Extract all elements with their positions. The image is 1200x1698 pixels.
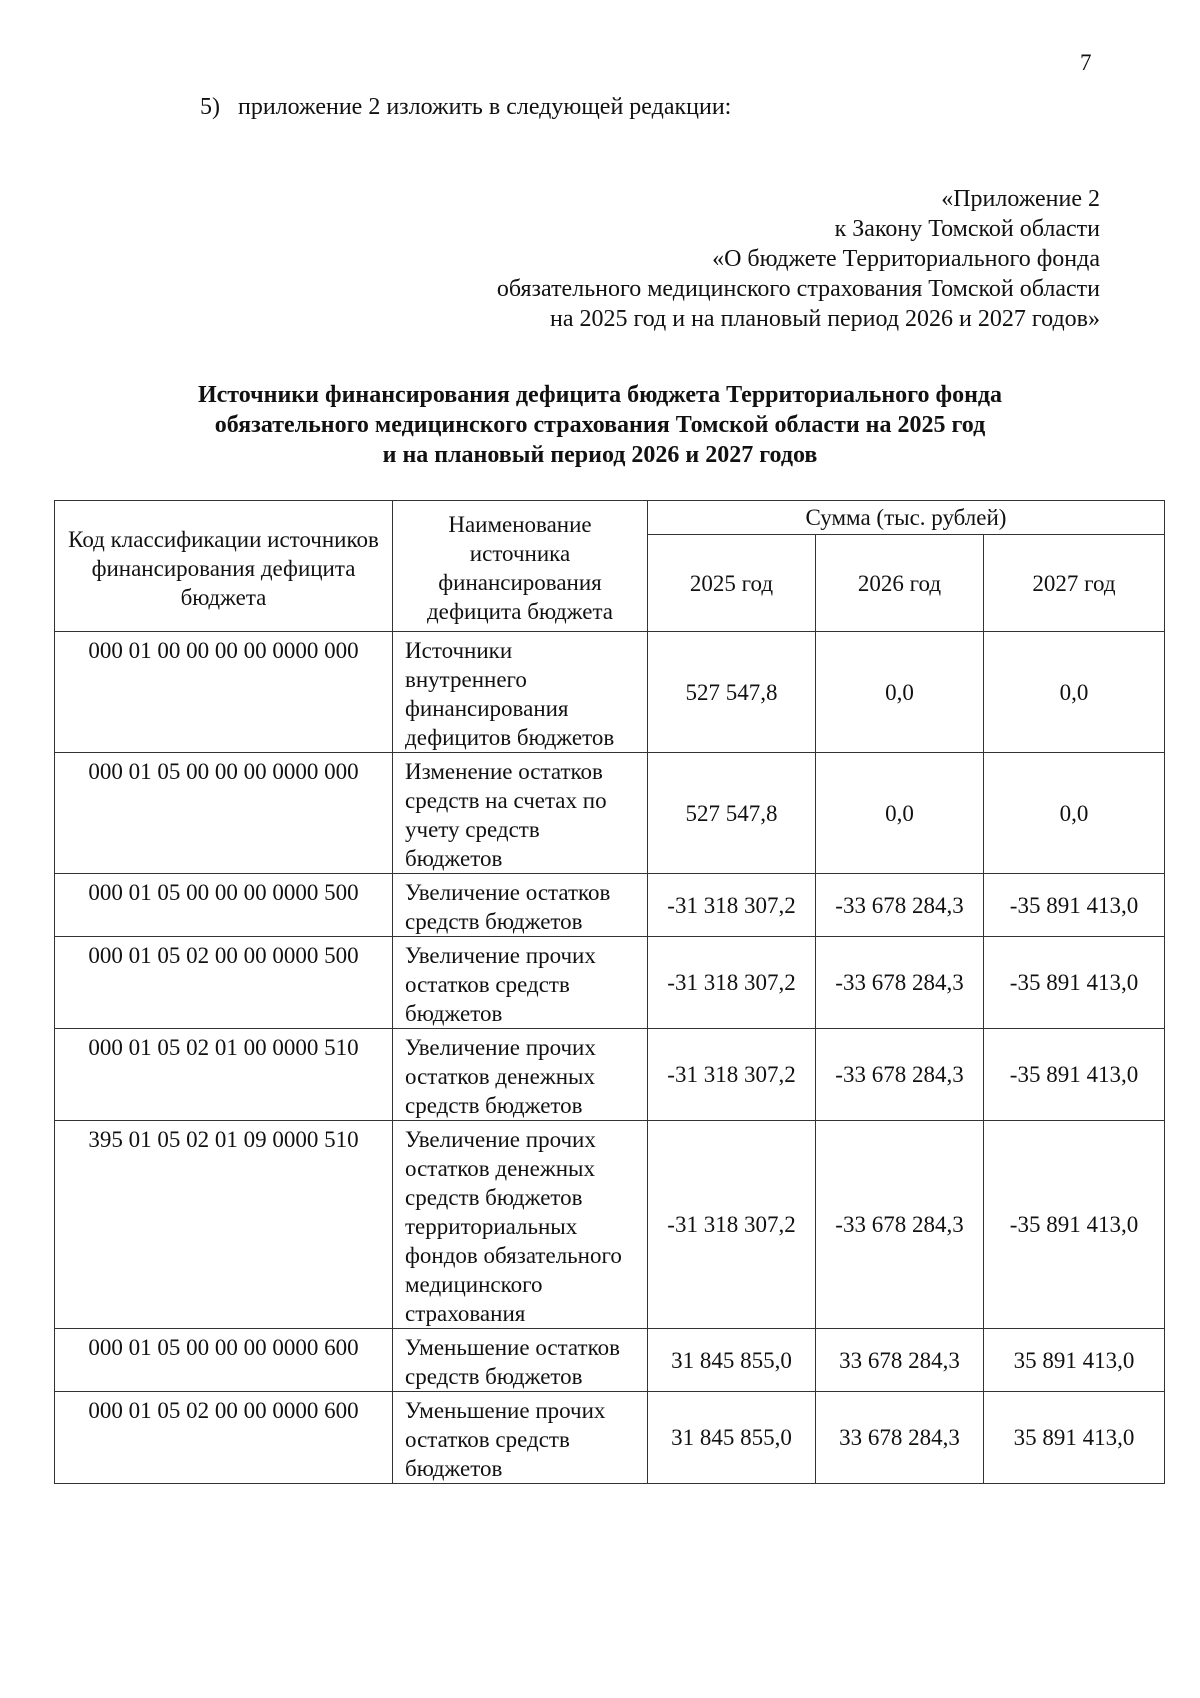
value-2025: 31 845 855,0 bbox=[648, 1392, 816, 1484]
appendix-ref-line: обязательного медицинского страхования Томской области bbox=[496, 276, 1100, 302]
header-name: Наименование источника финансирования дефицита бюджета bbox=[393, 501, 648, 632]
header-year-2025: 2025 год bbox=[648, 535, 816, 632]
code-cell: 000 01 00 00 00 00 0000 000 bbox=[55, 632, 393, 753]
value-2026: 0,0 bbox=[816, 753, 984, 874]
value-2027: 35 891 413,0 bbox=[984, 1329, 1165, 1392]
value-2026: 33 678 284,3 bbox=[816, 1392, 984, 1484]
intro-paragraph: 5) приложение 2 изложить в следующей редакции: bbox=[200, 94, 732, 120]
value-2026: -33 678 284,3 bbox=[816, 1029, 984, 1121]
value-2025: -31 318 307,2 bbox=[648, 1029, 816, 1121]
name-cell: Увеличение прочих остатков денежных средств бюджетов территориальных фондов обязательного медицинского страхования bbox=[393, 1121, 648, 1329]
appendix-reference bbox=[497, 184, 1100, 334]
table-row bbox=[55, 1121, 1165, 1329]
code-cell: 000 01 05 00 00 00 0000 600 bbox=[55, 1329, 393, 1392]
appendix-ref-line: к Закону Томской области bbox=[834, 216, 1100, 242]
value-2027: -35 891 413,0 bbox=[984, 1029, 1165, 1121]
appendix-ref-line: «Приложение 2 bbox=[941, 186, 1100, 212]
table-row bbox=[55, 1029, 1165, 1121]
value-2027: -35 891 413,0 bbox=[984, 874, 1165, 937]
value-2026: -33 678 284,3 bbox=[816, 1121, 984, 1329]
value-2025: 31 845 855,0 bbox=[648, 1329, 816, 1392]
title-line: обязательного медицинского страхования Томской области на 2025 год bbox=[214, 412, 986, 438]
value-2026: -33 678 284,3 bbox=[816, 937, 984, 1029]
name-cell: Увеличение прочих остатков денежных средств бюджетов bbox=[393, 1029, 648, 1121]
code-cell: 000 01 05 00 00 00 0000 500 bbox=[55, 874, 393, 937]
document-title bbox=[60, 380, 1140, 470]
value-2025: 527 547,8 bbox=[648, 632, 816, 753]
value-2027: 0,0 bbox=[984, 753, 1165, 874]
header-year-2027: 2027 год bbox=[984, 535, 1165, 632]
code-cell: 000 01 05 02 00 00 0000 600 bbox=[55, 1392, 393, 1484]
value-2025: -31 318 307,2 bbox=[648, 1121, 816, 1329]
header-year-2026: 2026 год bbox=[816, 535, 984, 632]
code-cell: 000 01 05 00 00 00 0000 000 bbox=[55, 753, 393, 874]
header-code: Код классификации источников финансирования дефицита бюджета bbox=[55, 501, 393, 632]
name-cell: Источники внутреннего финансирования дефицитов бюджетов bbox=[393, 632, 648, 753]
title-line: Источники финансирования дефицита бюджета Территориального фонда bbox=[197, 382, 1003, 408]
name-cell: Увеличение прочих остатков средств бюджетов bbox=[393, 937, 648, 1029]
value-2026: 0,0 bbox=[816, 632, 984, 753]
value-2027: -35 891 413,0 bbox=[984, 1121, 1165, 1329]
value-2027: 0,0 bbox=[984, 632, 1165, 753]
name-cell: Уменьшение остатков средств бюджетов bbox=[393, 1329, 648, 1392]
appendix-ref-line: на 2025 год и на плановый период 2026 и 2027 годов» bbox=[549, 306, 1100, 332]
table-row bbox=[55, 632, 1165, 753]
value-2025: -31 318 307,2 bbox=[648, 937, 816, 1029]
title-line: и на плановый период 2026 и 2027 годов bbox=[382, 442, 818, 468]
value-2027: 35 891 413,0 bbox=[984, 1392, 1165, 1484]
page-number: 7 bbox=[1080, 50, 1092, 75]
value-2025: -31 318 307,2 bbox=[648, 874, 816, 937]
code-cell: 000 01 05 02 01 00 0000 510 bbox=[55, 1029, 393, 1121]
name-cell: Изменение остатков средств на счетах по учету средств бюджетов bbox=[393, 753, 648, 874]
table-row bbox=[55, 937, 1165, 1029]
table-row bbox=[55, 1392, 1165, 1484]
value-2026: 33 678 284,3 bbox=[816, 1329, 984, 1392]
table-row bbox=[55, 1329, 1165, 1392]
value-2027: -35 891 413,0 bbox=[984, 937, 1165, 1029]
table-row bbox=[55, 874, 1165, 937]
value-2025: 527 547,8 bbox=[648, 753, 816, 874]
code-cell: 395 01 05 02 01 09 0000 510 bbox=[55, 1121, 393, 1329]
financing-sources-table bbox=[54, 500, 1165, 1484]
name-cell: Уменьшение прочих остатков средств бюджетов bbox=[393, 1392, 648, 1484]
code-cell: 000 01 05 02 00 00 0000 500 bbox=[55, 937, 393, 1029]
appendix-ref-line: «О бюджете Территориального фонда bbox=[712, 246, 1100, 272]
value-2026: -33 678 284,3 bbox=[816, 874, 984, 937]
header-sum: Сумма (тыс. рублей) bbox=[648, 501, 1165, 535]
name-cell: Увеличение остатков средств бюджетов bbox=[393, 874, 648, 937]
table-row bbox=[55, 753, 1165, 874]
